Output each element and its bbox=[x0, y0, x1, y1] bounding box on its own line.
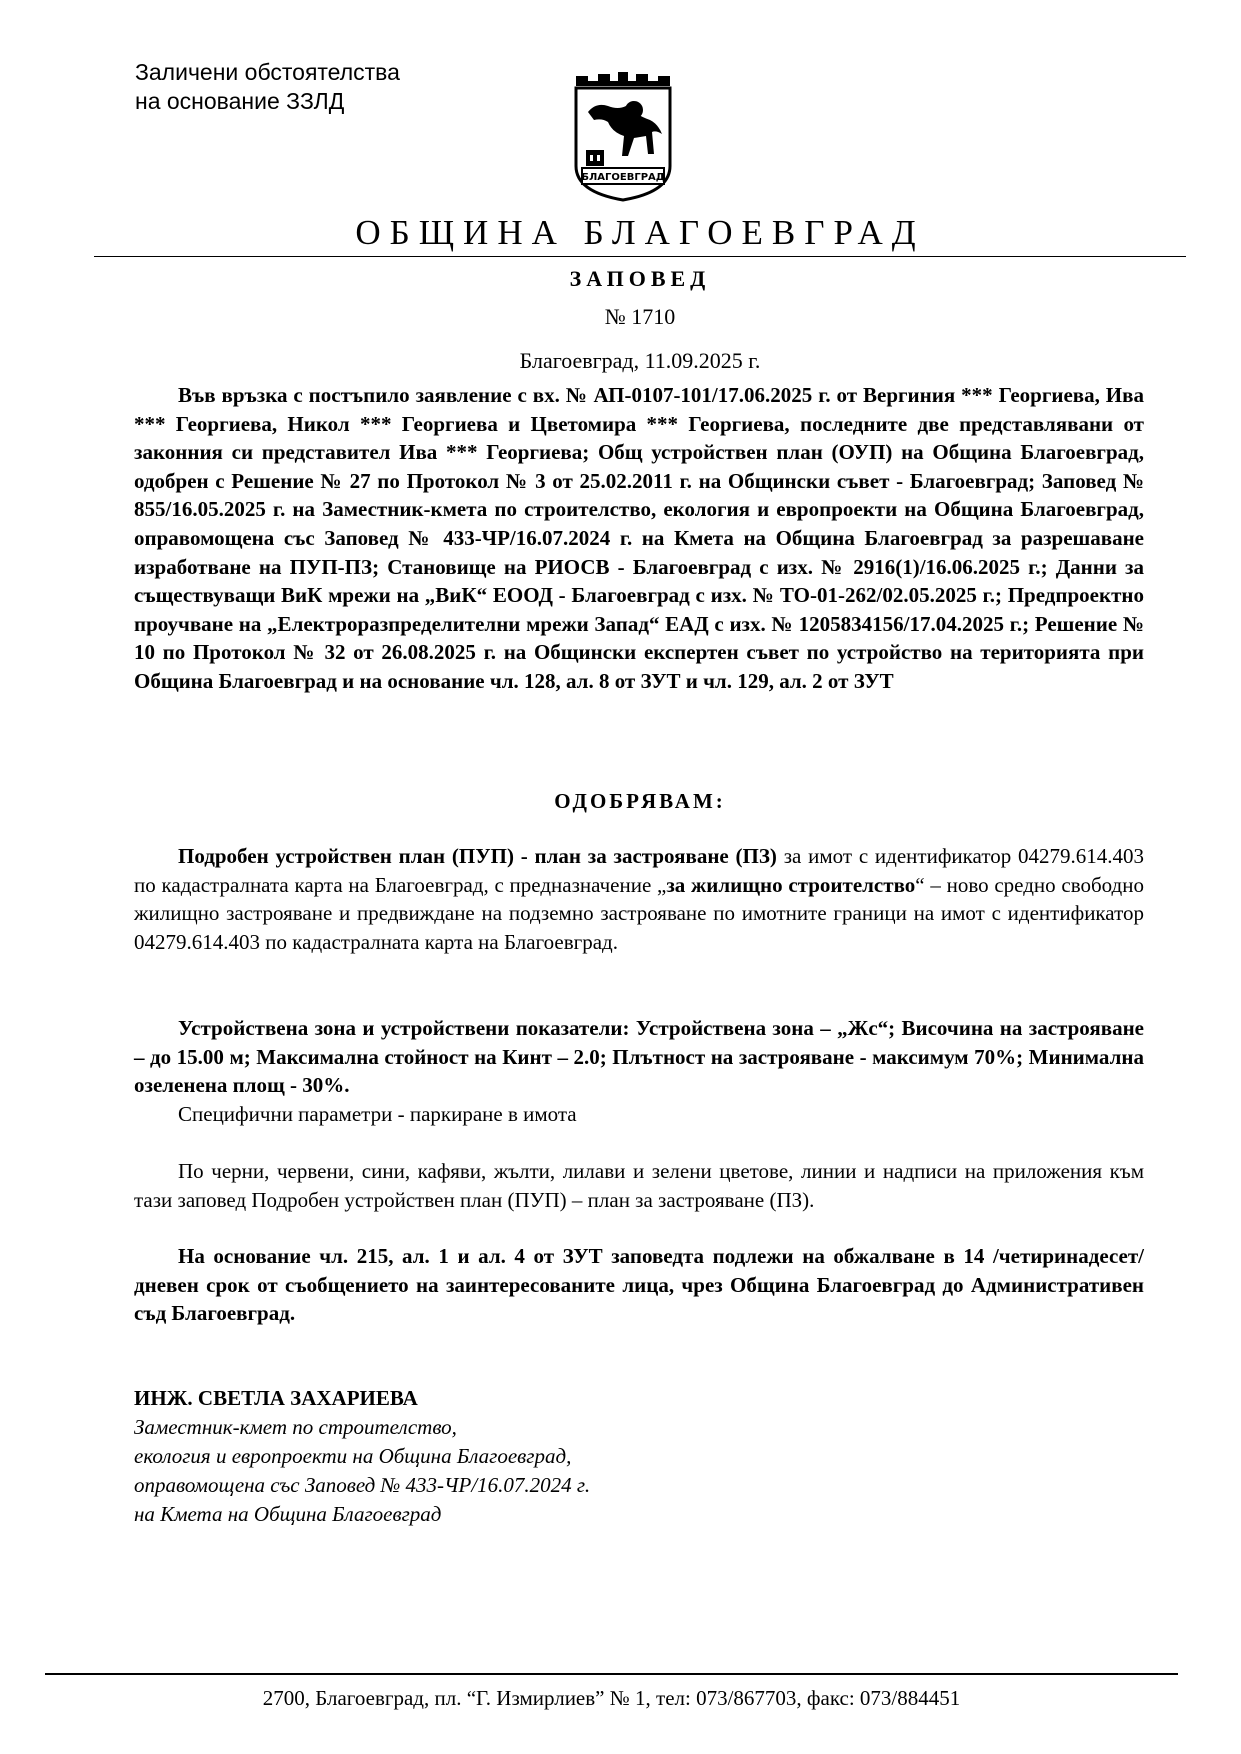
appeal-paragraph: На основание чл. 215, ал. 1 и ал. 4 от ЗУТ заповедта подлежи на обжалване в 14 /четиринадесет/ дневен срок от съобщението на заинтересованите лица, чрез Община Благоевград до Административен съд Благоевград. bbox=[134, 1244, 1144, 1326]
redaction-note-line: Заличени обстоятелства bbox=[135, 59, 400, 85]
signatory-title-line: Заместник-кмет по строителство, bbox=[134, 1415, 457, 1439]
approve-heading: ОДОБРЯВАМ: bbox=[554, 789, 726, 813]
redaction-note bbox=[135, 58, 400, 116]
plan-paragraph bbox=[134, 842, 1144, 956]
signatory-title-line: оправомощена със Заповед № 433-ЧР/16.07.2024 г. bbox=[134, 1473, 591, 1497]
specific-parameters: Специфични параметри - паркиране в имота bbox=[178, 1102, 577, 1126]
plan-text: за имот с идентификатор 04279.614.403 по кадастралната карта на Благоевград, с предназначение „ bbox=[134, 844, 1145, 897]
signatory-name: ИНЖ. СВЕТЛА ЗАХАРИЕВА bbox=[134, 1386, 418, 1410]
order-number: № 1710 bbox=[604, 304, 676, 329]
header-divider bbox=[94, 256, 1186, 257]
signatory-title-line: на Кмета на Община Благоевград bbox=[134, 1502, 442, 1526]
document-type: ЗАПОВЕД bbox=[569, 266, 711, 291]
footer-divider bbox=[45, 1673, 1178, 1675]
municipal-crest-icon bbox=[568, 72, 678, 204]
order-place-date: Благоевград, 11.09.2025 г. bbox=[519, 348, 761, 373]
plan-text: “ – ново средно свободно жилищно застрояване и предвиждане на подземно застрояване по имотните граници на имот с идентификатор 04279.614.403 по кадастралната карта на Благоевград. bbox=[134, 872, 1144, 954]
colors-note-paragraph: По черни, червени, сини, кафяви, жълти, лилави и зелени цветове, линии и надписи на приложения към тази заповед Подробен устройствен план (ПУП) – план за застрояване (ПЗ). bbox=[134, 1159, 1144, 1212]
svg-text:БЛАГОЕВГРАД: БЛАГОЕВГРАД bbox=[581, 172, 665, 183]
footer-contact: 2700, Благоевград, пл. “Г. Измирлиев” № 1, тел: 073/867703, факс: 073/884451 bbox=[262, 1686, 961, 1710]
redaction-note-line: на основание ЗЗЛД bbox=[135, 88, 345, 114]
plan-title: Подробен устройствен план (ПУП) - план за застрояване (ПЗ) bbox=[178, 844, 777, 868]
signatory-title-line: екология и европроекти на Община Благоевград, bbox=[134, 1444, 572, 1468]
preamble-paragraph: Във връзка с постъпило заявление с вх. № АП-0107-101/17.06.2025 г. от Вергиния *** Георгиева, Ива *** Георгиева, Никол *** Георгиева и Цветомира *** Георгиева, последните две представлявани от законния си представител Ива *** Георгиева; Общ устройствен план (ОУП) на Община Благоевград, одобрен с Решение № 27 по Протокол № 3 от 25.02.2011 г. на Общински съвет - Благоевград; Заповед № 855/16.05.2025 г. на Заместник-кмета по строителство, екология и европроекти на Община Благоевград, оправомощена със Заповед № 433-ЧР/16.07.2024 г. на Кмета на Община Благоевград за разрешаване изработване на ПУП-ПЗ; Становище на РИОСВ - Благоевград с изх. № 2916(1)/16.06.2025 г.; Данни за съществуващи ВиК мрежи на „ВиК“ ЕООД - Благоевград с изх. № ТО-01-262/02.05.2025 г.; Предпроектно проучване на „Електроразпределителни мрежи Запад“ ЕАД с изх. № 1205834156/17.04.2025 г.; Решение № 10 по Протокол № 32 от 26.08.2025 г. на Общински експертен съвет по устройство на територията при Община Благоевград и на основание чл. 128, ал. 8 от ЗУТ и чл. 129, ал. 2 от ЗУТ bbox=[134, 383, 1144, 693]
plan-purpose: за жилищно строителство bbox=[666, 872, 916, 897]
signatory-title bbox=[134, 1413, 590, 1529]
municipality-title: ОБЩИНА БЛАГОЕВГРАД bbox=[355, 213, 925, 252]
zone-parameters-paragraph: Устройствена зона и устройствени показатели: Устройствена зона – „Жс“; Височина на застрояване – до 15.00 м; Максимална стойност на Кинт – 2.0; Плътност на застрояване - максимум 70%; Минимална озеленена площ - 30%. bbox=[134, 1016, 1144, 1098]
